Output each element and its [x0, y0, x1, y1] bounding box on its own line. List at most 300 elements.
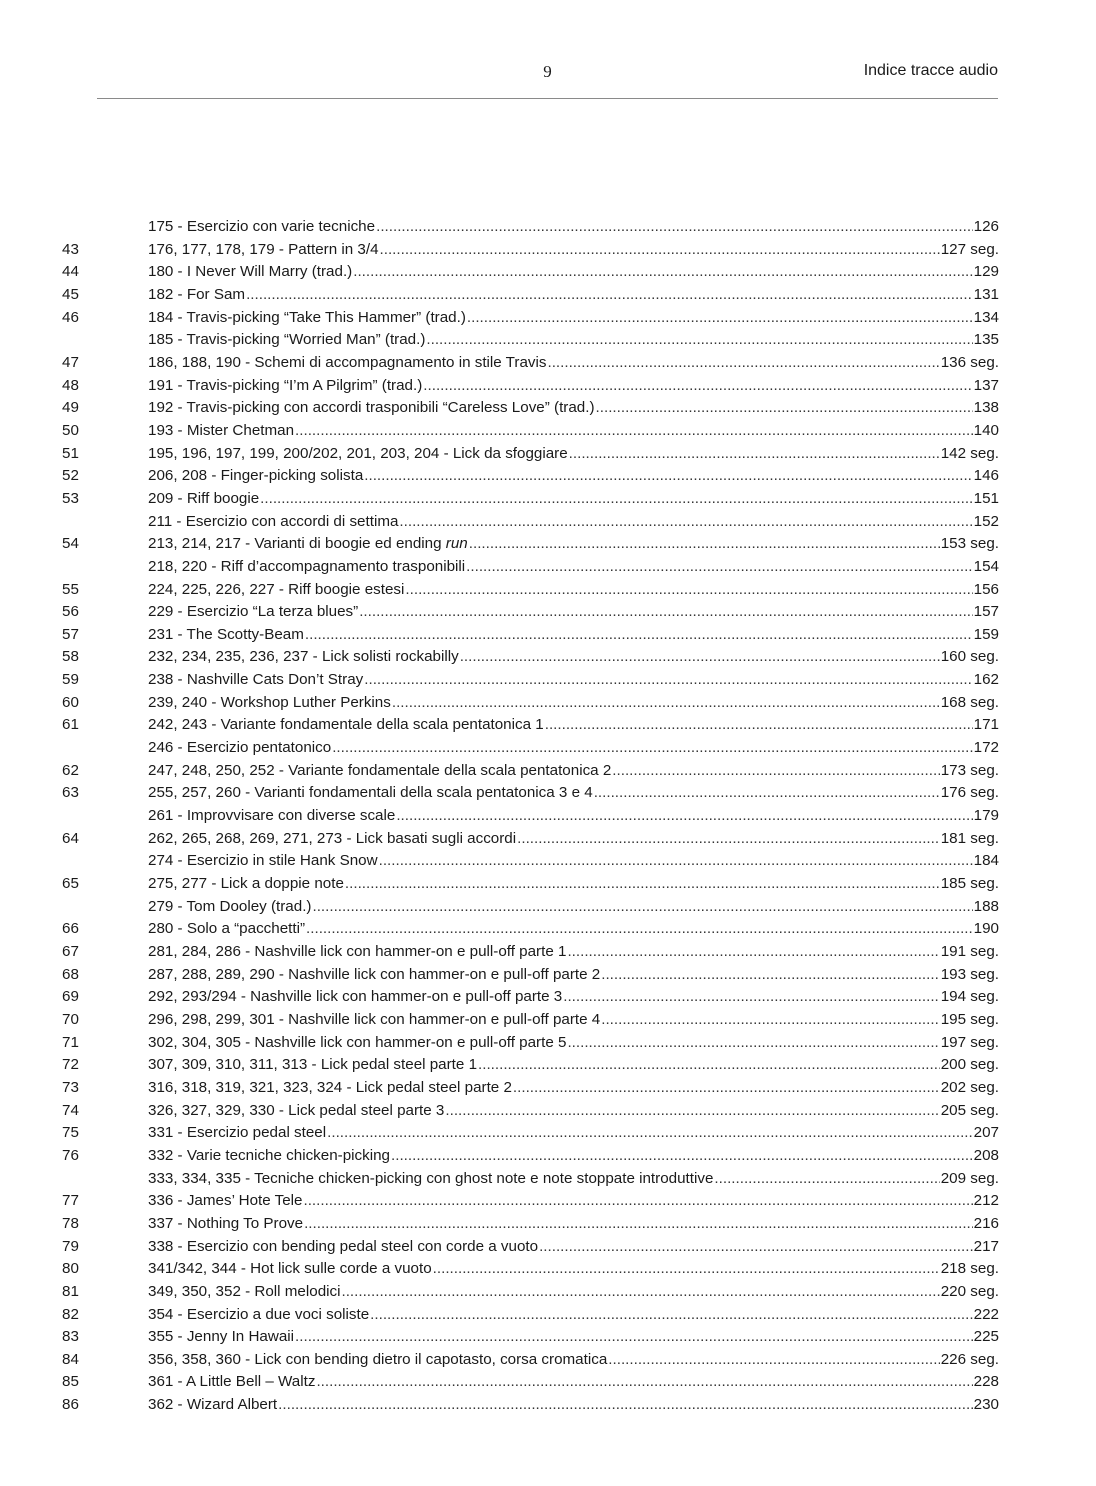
- entry-page-ref: 212: [973, 1192, 999, 1210]
- toc-entry: [62, 1100, 999, 1123]
- entry-page-ref: 190: [973, 920, 999, 938]
- toc-entry: [62, 896, 999, 919]
- entry-page-ref: 205 seg.: [940, 1101, 999, 1119]
- entry-title: 287, 288, 289, 290 - Nashville lick con hammer-on e pull-off parte 2: [148, 965, 601, 983]
- entry-page-ref: 138: [973, 399, 999, 417]
- toc-entry: [62, 329, 999, 352]
- dot-leader: [327, 1122, 973, 1145]
- track-number: 51: [62, 444, 79, 462]
- track-number: 71: [62, 1033, 79, 1051]
- header-rule: [97, 98, 998, 99]
- track-number: 62: [62, 761, 79, 779]
- entry-line: [148, 964, 999, 987]
- entry-title: 361 - A Little Bell – Waltz: [148, 1373, 316, 1391]
- dot-leader: [545, 714, 973, 737]
- entry-page-ref: 202 seg.: [940, 1078, 999, 1096]
- dot-leader: [547, 352, 939, 375]
- entry-title: 218, 220 - Riff d’accompagnamento trasponibili: [148, 557, 466, 575]
- toc-entry: [62, 1281, 999, 1304]
- dot-leader: [370, 1304, 972, 1327]
- entry-page-ref: 135: [973, 331, 999, 349]
- dot-leader: [278, 1394, 973, 1417]
- entry-title: 356, 358, 360 - Lick con bending dietro il capotasto, corsa cromatica: [148, 1350, 608, 1368]
- entry-page-ref: 184: [973, 852, 999, 870]
- entry-line: [148, 782, 999, 805]
- toc-entry: [62, 782, 999, 805]
- entry-page-ref: 136 seg.: [940, 353, 999, 371]
- entry-page-ref: 140: [973, 421, 999, 439]
- entry-title: 274 - Esercizio in stile Hank Snow: [148, 852, 378, 870]
- entry-page-ref: 129: [973, 263, 999, 281]
- entry-line: [148, 443, 999, 466]
- entry-title: 229 - Esercizio “La terza blues”: [148, 603, 359, 621]
- toc-entry: [62, 465, 999, 488]
- dot-leader: [539, 1236, 973, 1259]
- entry-title: 239, 240 - Workshop Luther Perkins: [148, 693, 391, 711]
- entry-line: [148, 579, 999, 602]
- toc-entry: [62, 1145, 999, 1168]
- dot-leader: [376, 216, 973, 239]
- toc-entry: [62, 1032, 999, 1055]
- toc-entry: [62, 760, 999, 783]
- toc-entry: [62, 443, 999, 466]
- toc-entry: [62, 624, 999, 647]
- entry-line: [148, 646, 999, 669]
- dot-leader: [601, 1009, 939, 1032]
- dot-leader: [380, 239, 940, 262]
- toc-entry: [62, 375, 999, 398]
- dot-leader: [396, 805, 972, 828]
- track-number: 55: [62, 580, 79, 598]
- entry-page-ref: 191 seg.: [940, 943, 999, 960]
- entry-line: [148, 307, 999, 330]
- dot-leader: [460, 646, 940, 669]
- toc-entry: [62, 646, 999, 669]
- entry-title: 206, 208 - Finger-picking solista: [148, 467, 364, 485]
- track-number: 52: [62, 467, 79, 485]
- entry-title: 209 - Riff boogie: [148, 489, 260, 507]
- track-number: 72: [62, 1056, 79, 1074]
- entry-page-ref: 152: [973, 512, 999, 530]
- toc-entry: [62, 873, 999, 896]
- dot-leader: [379, 850, 973, 873]
- entry-title: 191 - Travis-picking “I’m A Pilgrim” (trad.): [148, 376, 423, 394]
- entry-line: [148, 986, 999, 1009]
- entry-title: 275, 277 - Lick a doppie note: [148, 875, 344, 893]
- dot-leader: [478, 1054, 940, 1077]
- toc-entry: [62, 352, 999, 375]
- entry-title: 302, 304, 305 - Nashville lick con hammer-on e pull-off parte 5: [148, 1033, 567, 1051]
- entry-title: 186, 188, 190 - Schemi di accompagnamento in stile Travis: [148, 353, 547, 371]
- entry-title: 355 - Jenny In Hawaii: [148, 1328, 295, 1346]
- track-number: 64: [62, 829, 79, 847]
- track-number: 84: [62, 1350, 79, 1368]
- entry-page-ref: 188: [973, 897, 999, 915]
- dot-leader: [433, 1258, 940, 1281]
- track-number: 61: [62, 716, 79, 734]
- track-number: 74: [62, 1101, 79, 1119]
- dot-leader: [567, 941, 939, 964]
- toc-entry: [62, 1326, 999, 1349]
- entry-line: [148, 1304, 999, 1327]
- entry-title: 184 - Travis-picking “Take This Hammer” (trad.): [148, 308, 466, 326]
- dot-leader: [364, 465, 972, 488]
- dot-leader: [466, 556, 972, 579]
- entry-line: [148, 669, 999, 692]
- track-number: 83: [62, 1328, 79, 1346]
- entry-line: [148, 624, 999, 647]
- entry-page-ref: 225: [973, 1328, 999, 1346]
- dot-leader: [364, 669, 972, 692]
- entry-page-ref: 230: [973, 1396, 999, 1414]
- dot-leader: [714, 1168, 939, 1191]
- entry-title: 242, 243 - Variante fondamentale della scala pentatonica 1: [148, 716, 544, 734]
- toc-entry: [62, 556, 999, 579]
- entry-line: [148, 352, 999, 375]
- entry-title: 176, 177, 178, 179 - Pattern in 3/4: [148, 240, 379, 258]
- entry-line: [148, 1394, 999, 1417]
- toc-entry: [62, 1349, 999, 1372]
- entry-line: [148, 465, 999, 488]
- entry-page-ref: 220 seg.: [940, 1282, 999, 1300]
- entry-title: 182 - For Sam: [148, 285, 246, 303]
- entry-line: [148, 1190, 999, 1213]
- entry-page-ref: 197 seg.: [940, 1033, 999, 1051]
- track-number: 60: [62, 693, 79, 711]
- toc-entry: [62, 1122, 999, 1145]
- track-number: 86: [62, 1396, 79, 1414]
- entry-line: [148, 1326, 999, 1349]
- running-title: Indice tracce audio: [863, 62, 998, 79]
- entry-title: 292, 293/294 - Nashville lick con hammer-on e pull-off parte 3: [148, 988, 563, 1006]
- dot-leader: [563, 986, 939, 1009]
- toc-entry: [62, 239, 999, 262]
- toc-entry: [62, 307, 999, 330]
- toc-entry: [62, 261, 999, 284]
- entry-title: 232, 234, 235, 236, 237 - Lick solisti rockabilly: [148, 648, 459, 666]
- dot-leader: [612, 760, 939, 783]
- dot-leader: [426, 329, 972, 352]
- entry-page-ref: 153 seg.: [940, 535, 999, 553]
- entry-page-ref: 185 seg.: [940, 875, 999, 893]
- entry-title: 333, 334, 335 - Tecniche chicken-picking con ghost note e note stoppate introduttive: [148, 1169, 714, 1187]
- entry-line: [148, 1258, 999, 1281]
- toc-entry: [62, 1394, 999, 1417]
- track-number: 77: [62, 1192, 79, 1210]
- entry-title: 262, 265, 268, 269, 271, 273 - Lick basati sugli accordi: [148, 829, 517, 847]
- toc-entry: [62, 828, 999, 851]
- dot-leader: [596, 397, 973, 420]
- track-number: 82: [62, 1305, 79, 1323]
- entry-line: [148, 1077, 999, 1100]
- entry-title: 307, 309, 310, 311, 313 - Lick pedal steel parte 1: [148, 1056, 478, 1074]
- entry-title: 238 - Nashville Cats Don’t Stray: [148, 671, 364, 689]
- toc-entry: [62, 1168, 999, 1191]
- audio-track-index: [62, 216, 999, 1417]
- toc-entry: [62, 533, 999, 556]
- track-number: 49: [62, 399, 79, 417]
- toc-entry: [62, 1054, 999, 1077]
- dot-leader: [392, 692, 940, 715]
- entry-title: 281, 284, 286 - Nashville lick con hammer-on e pull-off parte 1: [148, 943, 567, 960]
- dot-leader: [513, 1077, 940, 1100]
- entry-title: 338 - Esercizio con bending pedal steel con corde a vuoto: [148, 1237, 539, 1255]
- dot-leader: [304, 1213, 973, 1236]
- entry-line: [148, 1145, 999, 1168]
- entry-line: [148, 1213, 999, 1236]
- entry-title: 336 - James’ Hote Tele: [148, 1192, 303, 1210]
- dot-leader: [345, 873, 940, 896]
- entry-page-ref: 216: [973, 1214, 999, 1232]
- entry-line: [148, 601, 999, 624]
- track-number: 66: [62, 920, 79, 938]
- track-number: 44: [62, 263, 79, 281]
- dot-leader: [469, 533, 940, 556]
- entry-line: [148, 556, 999, 579]
- entry-line: [148, 375, 999, 398]
- entry-title: 192 - Travis-picking con accordi trasponibili “Careless Love” (trad.): [148, 399, 595, 417]
- dot-leader: [332, 737, 972, 760]
- entry-title: 349, 350, 352 - Roll melodici: [148, 1282, 341, 1300]
- entry-line: [148, 1168, 999, 1191]
- track-number: 80: [62, 1260, 79, 1278]
- toc-entry: [62, 669, 999, 692]
- toc-entry: [62, 1213, 999, 1236]
- dot-leader: [303, 1190, 972, 1213]
- track-number: 63: [62, 784, 79, 802]
- entry-page-ref: 228: [973, 1373, 999, 1391]
- entry-line: [148, 397, 999, 420]
- dot-leader: [405, 579, 972, 602]
- toc-entry: [62, 1258, 999, 1281]
- dot-leader: [260, 488, 972, 511]
- entry-title: 180 - I Never Will Marry (trad.): [148, 263, 353, 281]
- entry-page-ref: 207: [973, 1124, 999, 1142]
- track-number: 73: [62, 1078, 79, 1096]
- dot-leader: [608, 1349, 939, 1372]
- dot-leader: [295, 420, 973, 443]
- entry-page-ref: 195 seg.: [940, 1010, 999, 1028]
- toc-entry: [62, 216, 999, 239]
- toc-entry: [62, 397, 999, 420]
- entry-page-ref: 194 seg.: [940, 988, 999, 1006]
- entry-title: 231 - The Scotty-Beam: [148, 625, 304, 643]
- toc-entry: [62, 488, 999, 511]
- entry-page-ref: 160 seg.: [940, 648, 999, 666]
- entry-line: [148, 216, 999, 239]
- toc-entry: [62, 737, 999, 760]
- entry-page-ref: 159: [973, 625, 999, 643]
- entry-page-ref: 193 seg.: [940, 965, 999, 983]
- dot-leader: [359, 601, 972, 624]
- dot-leader: [445, 1100, 939, 1123]
- page-header: [97, 58, 998, 98]
- entry-line: [148, 261, 999, 284]
- entry-title: 337 - Nothing To Prove: [148, 1214, 304, 1232]
- toc-entry: [62, 714, 999, 737]
- dot-leader: [569, 443, 940, 466]
- dot-leader: [594, 782, 940, 805]
- track-number: 85: [62, 1373, 79, 1391]
- track-number: 46: [62, 308, 79, 326]
- dot-leader: [567, 1032, 939, 1055]
- entry-line: [148, 805, 999, 828]
- dot-leader: [316, 1371, 972, 1394]
- dot-leader: [353, 261, 972, 284]
- dot-leader: [467, 307, 973, 330]
- entry-line: [148, 1349, 999, 1372]
- track-number: 67: [62, 943, 79, 960]
- entry-title: 316, 318, 319, 321, 323, 324 - Lick pedal steel parte 2: [148, 1078, 512, 1096]
- entry-page-ref: 173 seg.: [940, 761, 999, 779]
- track-number: 57: [62, 625, 79, 643]
- entry-line: [148, 692, 999, 715]
- toc-entry: [62, 420, 999, 443]
- entry-page-ref: 168 seg.: [940, 693, 999, 711]
- track-number: 78: [62, 1214, 79, 1232]
- track-number: 58: [62, 648, 79, 666]
- track-number: 76: [62, 1146, 79, 1164]
- dot-leader: [341, 1281, 939, 1304]
- entry-title: 175 - Esercizio con varie tecniche: [148, 218, 376, 235]
- entry-line: [148, 488, 999, 511]
- entry-line: [148, 511, 999, 534]
- entry-line: [148, 1281, 999, 1304]
- entry-page-ref: 222: [973, 1305, 999, 1323]
- entry-page-ref: 127 seg.: [940, 240, 999, 258]
- entry-line: [148, 239, 999, 262]
- track-number: 79: [62, 1237, 79, 1255]
- entry-page-ref: 137: [973, 376, 999, 394]
- toc-entry: [62, 805, 999, 828]
- entry-title: 246 - Esercizio pentatonico: [148, 739, 332, 757]
- entry-line: [148, 1032, 999, 1055]
- track-number: 81: [62, 1282, 79, 1300]
- toc-entry: [62, 941, 999, 964]
- entry-line: [148, 1009, 999, 1032]
- entry-title: 193 - Mister Chetman: [148, 421, 295, 439]
- dot-leader: [312, 896, 972, 919]
- toc-entry: [62, 692, 999, 715]
- entry-page-ref: 179: [973, 807, 999, 825]
- entry-title: 341/342, 344 - Hot lick sulle corde a vuoto: [148, 1260, 432, 1278]
- entry-line: [148, 828, 999, 851]
- dot-leader: [305, 624, 973, 647]
- entry-line: [148, 714, 999, 737]
- toc-entry: [62, 1190, 999, 1213]
- dot-leader: [391, 1145, 973, 1168]
- entry-title: 332 - Varie tecniche chicken-picking: [148, 1146, 390, 1164]
- entry-page-ref: 162: [973, 671, 999, 689]
- entry-page-ref: 181 seg.: [940, 829, 999, 847]
- dot-leader: [246, 284, 973, 307]
- entry-page-ref: 208: [973, 1146, 999, 1164]
- entry-line: [148, 873, 999, 896]
- toc-entry: [62, 1371, 999, 1394]
- toc-entry: [62, 1236, 999, 1259]
- entry-title: 362 - Wizard Albert: [148, 1396, 278, 1414]
- entry-title: 213, 214, 217 - Varianti di boogie ed ending run: [148, 535, 468, 553]
- dot-leader: [399, 511, 972, 534]
- entry-title: 195, 196, 197, 199, 200/202, 201, 203, 204 - Lick da sfoggiare: [148, 444, 568, 462]
- entry-title: 354 - Esercizio a due voci soliste: [148, 1305, 370, 1323]
- entry-title: 211 - Esercizio con accordi di settima: [148, 512, 399, 530]
- entry-title: 326, 327, 329, 330 - Lick pedal steel parte 3: [148, 1101, 445, 1119]
- track-number: 56: [62, 603, 79, 621]
- entry-line: [148, 850, 999, 873]
- toc-entry: [62, 1009, 999, 1032]
- entry-title: 296, 298, 299, 301 - Nashville lick con hammer-on e pull-off parte 4: [148, 1010, 601, 1028]
- entry-page-ref: 200 seg.: [940, 1056, 999, 1074]
- page-number: 9: [543, 62, 552, 81]
- toc-entry: [62, 964, 999, 987]
- entry-title: 255, 257, 260 - Varianti fondamentali della scala pentatonica 3 e 4: [148, 784, 593, 802]
- entry-page-ref: 217: [973, 1237, 999, 1255]
- entry-line: [148, 737, 999, 760]
- entry-page-ref: 146: [973, 467, 999, 485]
- entry-title: 261 - Improvvisare con diverse scale: [148, 807, 396, 825]
- track-number: 53: [62, 489, 79, 507]
- entry-page-ref: 156: [973, 580, 999, 598]
- entry-line: [148, 1122, 999, 1145]
- entry-title: 279 - Tom Dooley (trad.): [148, 897, 312, 915]
- entry-page-ref: 126: [973, 218, 999, 235]
- entry-line: [148, 420, 999, 443]
- dot-leader: [601, 964, 939, 987]
- entry-title: 280 - Solo a “pacchetti”: [148, 920, 306, 938]
- entry-line: [148, 918, 999, 941]
- track-number: 69: [62, 988, 79, 1006]
- entry-page-ref: 142 seg.: [940, 444, 999, 462]
- entry-page-ref: 176 seg.: [940, 784, 999, 802]
- entry-line: [148, 533, 999, 556]
- entry-page-ref: 226 seg.: [940, 1350, 999, 1368]
- toc-entry: [62, 986, 999, 1009]
- toc-entry: [62, 601, 999, 624]
- entry-page-ref: 157: [973, 603, 999, 621]
- track-number: 50: [62, 421, 79, 439]
- entry-page-ref: 151: [973, 489, 999, 507]
- track-number: 45: [62, 285, 79, 303]
- entry-line: [148, 329, 999, 352]
- toc-entry: [62, 1077, 999, 1100]
- entry-line: [148, 1236, 999, 1259]
- track-number: 68: [62, 965, 79, 983]
- entry-page-ref: 171: [973, 716, 999, 734]
- entry-page-ref: 172: [973, 739, 999, 757]
- entry-line: [148, 760, 999, 783]
- track-number: 47: [62, 353, 79, 371]
- entry-title: 224, 225, 226, 227 - Riff boogie estesi: [148, 580, 405, 598]
- entry-page-ref: 209 seg.: [940, 1169, 999, 1187]
- track-number: 48: [62, 376, 79, 394]
- entry-page-ref: 134: [973, 308, 999, 326]
- toc-entry: [62, 579, 999, 602]
- dot-leader: [423, 375, 972, 398]
- entry-line: [148, 1054, 999, 1077]
- dot-leader: [295, 1326, 973, 1349]
- entry-page-ref: 218 seg.: [940, 1260, 999, 1278]
- track-number: 75: [62, 1124, 79, 1142]
- track-number: 65: [62, 875, 79, 893]
- entry-line: [148, 896, 999, 919]
- dot-leader: [306, 918, 973, 941]
- entry-page-ref: 131: [973, 285, 999, 303]
- track-number: 54: [62, 535, 79, 553]
- entry-line: [148, 941, 999, 964]
- entry-line: [148, 1100, 999, 1123]
- entry-title: 247, 248, 250, 252 - Variante fondamentale della scala pentatonica 2: [148, 761, 612, 779]
